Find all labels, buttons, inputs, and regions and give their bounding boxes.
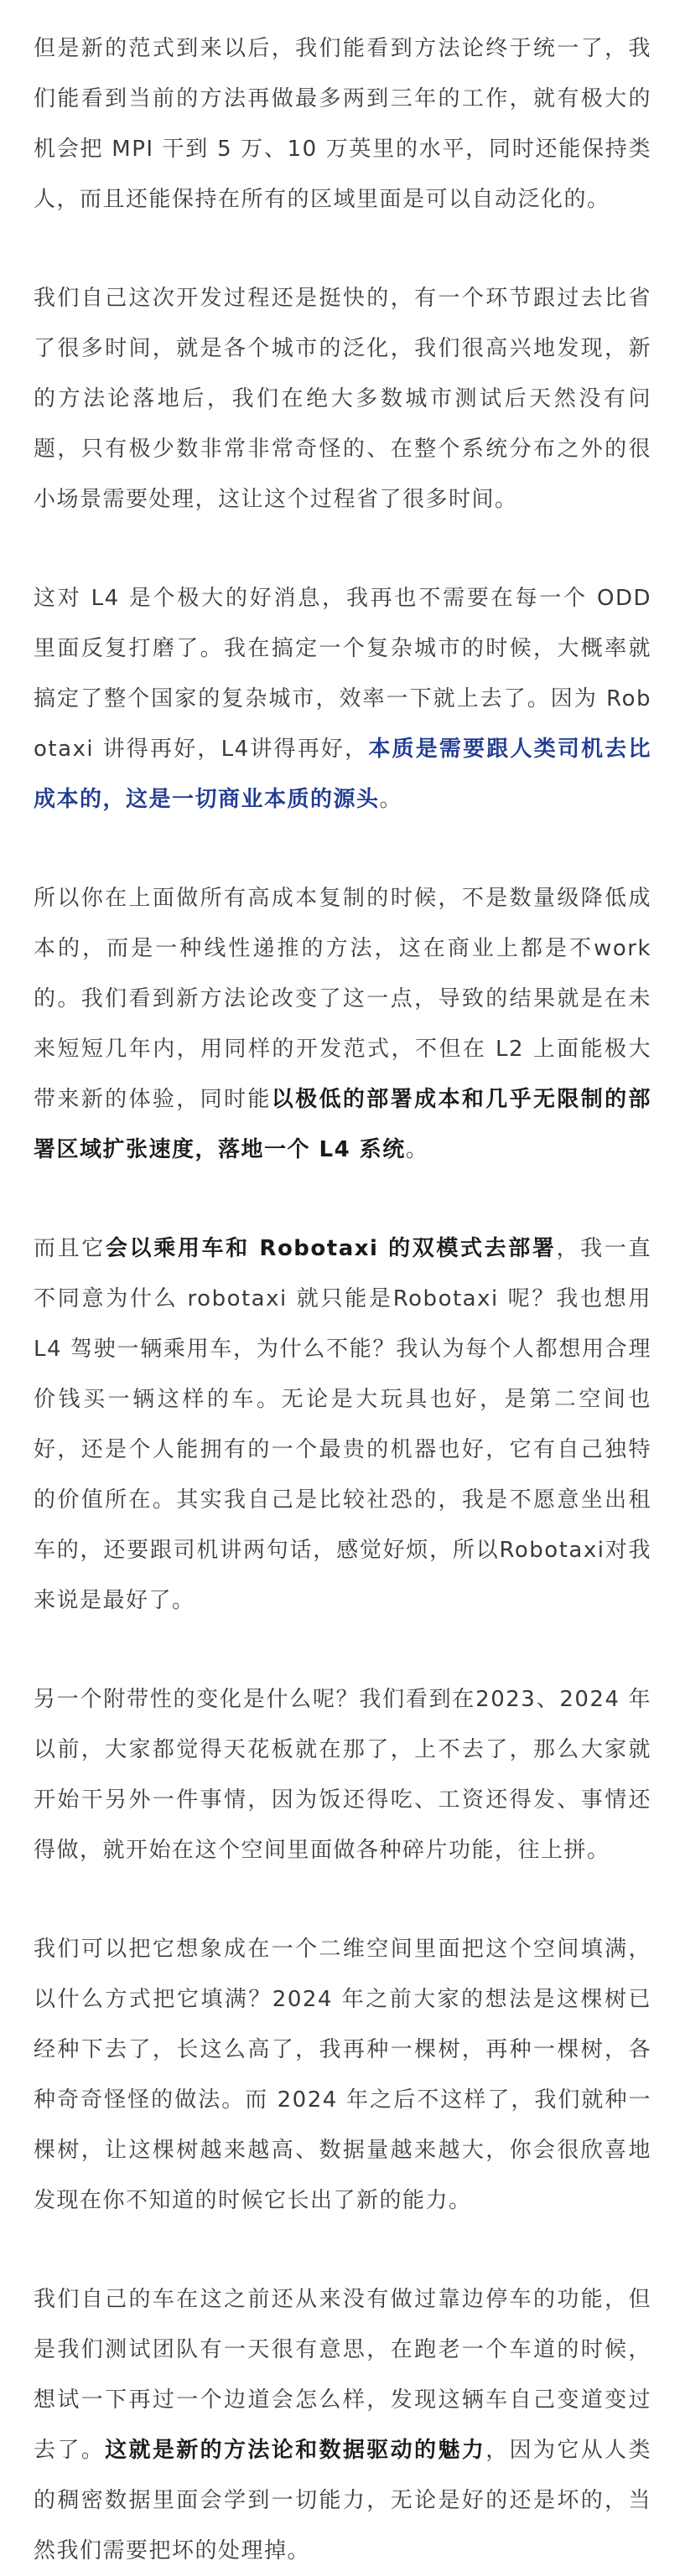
bold-text: 以极低的部署成本和几乎无限制的部署区域扩张速度，落地一个 L4 系统 [34, 1087, 651, 1162]
paragraph-text: 这对 L4 是个极大的好消息，我再也不需要在每一个 ODD 里面反复打磨了。我在搞定一个复杂城市的时候，大概率就搞定了整个国家的复杂城市，效率一下就上去了。因为 Robotaxi 讲得再好，L4讲得再好， [34, 586, 651, 762]
paragraph-text: 我们可以把它想象成在一个二维空间里面把这个空间填满，以什么方式把它填满？2024 年之前大家的想法是这棵树已经种下去了，长这么高了，我再种一棵树，再种一棵树，各种奇奇怪怪的做法。而 2024 年之后不这样了，我们就种一棵树，让这棵树越来越高、数据量越来越大，你会很欣喜地发现在你不知道的时候它长出了新的能力。 [34, 1937, 651, 2213]
article-paragraph [34, 873, 651, 1175]
paragraph-text: ，因为它从人类的稠密数据里面会学到一切能力，无论是好的还是坏的，当然我们需要把坏的处理掉。 [34, 2438, 651, 2563]
paragraph-text: 另一个附带性的变化是什么呢？我们看到在2023、2024 年以前，大家都觉得天花板就在那了，上不去了，那么大家就开始干另外一件事情，因为饭还得吃、工资还得发、事情还得做，就开始在这个空间里面做各种碎片功能，往上拼。 [34, 1687, 651, 1863]
paragraph-text: 。 [379, 787, 403, 812]
highlighted-text: 本质是需要跟人类司机去比成本的，这是一切商业本质的源头 [34, 737, 651, 812]
bold-text: 这就是新的方法论和数据驱动的魅力 [105, 2438, 486, 2463]
bold-text: 会以乘用车和 Robotaxi 的双模式去部署 [105, 1236, 557, 1261]
article-paragraph [34, 1924, 651, 2226]
article-paragraph [34, 2274, 651, 2576]
paragraph-text: 所以你在上面做所有高成本复制的时候，不是数量级降低成本的，而是一种线性递推的方法，这在商业上都是不work 的。我们看到新方法论改变了这一点，导致的结果就是在未来短短几年内，用同样的开发范式，不但在 L2 上面能极大带来新的体验，同时能 [34, 886, 651, 1112]
paragraph-text: 但是新的范式到来以后，我们能看到方法论终于统一了，我们能看到当前的方法再做最多两到三年的工作，就有极大的机会把 MPI 干到 5 万、10 万英里的水平，同时还能保持类人，而且还能保持在所有的区域里面是可以自动泛化的。 [34, 36, 651, 212]
paragraph-text: 。 [405, 1137, 429, 1162]
paragraph-text: ，我一直不同意为什么 robotaxi 就只能是Robotaxi 呢？我也想用 L4 驾驶一辆乘用车，为什么不能？我认为每个人都想用合理价钱买一辆这样的车。无论是大玩具也好，是第二空间也好，还是个人能拥有的一个最贵的机器也好，它有自己独特的价值所在。其实我自己是比较社恐的，我是不愿意坐出租车的，还要跟司机讲两句话，感觉好烦，所以Robotaxi对我来说是最好了。 [34, 1236, 651, 1613]
article-paragraph [34, 1223, 651, 1626]
article-paragraph [34, 273, 651, 525]
paragraph-text: 而且它 [34, 1236, 106, 1261]
paragraph-text: 我们自己这次开发过程还是挺快的，有一个环节跟过去比省了很多时间，就是各个城市的泛化，我们很高兴地发现，新的方法论落地后，我们在绝大多数城市测试后天然没有问题，只有极少数非常非常奇怪的、在整个系统分布之外的很小场景需要处理，这让这个过程省了很多时间。 [34, 286, 651, 512]
article-paragraph [34, 573, 651, 825]
article-paragraph [34, 23, 651, 225]
article-paragraph [34, 1674, 651, 1875]
paragraph-text: 我们自己的车在这之前还从来没有做过靠边停车的功能，但是我们测试团队有一天很有意思，在跑老一个车道的时候，想试一下再过一个边道会怎么样，发现这辆车自己变道变过去了。 [34, 2287, 651, 2463]
